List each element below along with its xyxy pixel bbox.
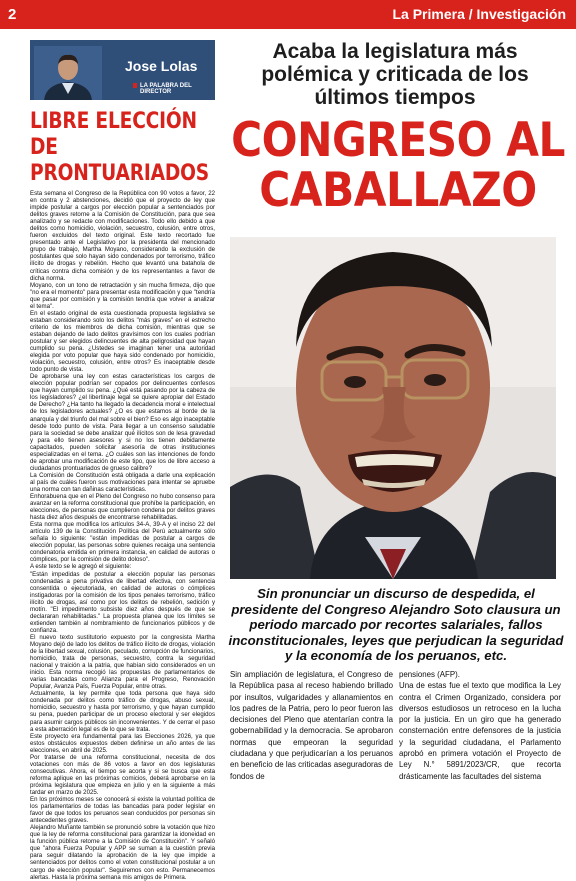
article-paragraph: pensiones (AFP). [399,670,460,679]
column-paragraph: En los próximos meses se conocerá si existe la voluntad política de los parlamentarios de todas las bancadas para poder legislar en favor de que todos los peruanos sean conducidos por personas sin antecedentes graves. [30,796,215,825]
page-number: 2 [8,6,17,23]
column-paragraph: Alejandro Muñante también se pronunció sobre la votación que hizo que la ley de reforma constitucional para garantizar la idoneidad en la función pública retorne a la Comisión de Constitución". Y señaló que "ahora Fuerza Popular y APP se suman a la cuestión previa para seguir dilatando la aprobación de la ley que impide a sentenciados por delitos como el voten constitucional postular a un cargo de elección popular". Seguiremos con esto. Permanecemos alertas. Hasta la próxima semana mis amigos de Primera. [30,824,215,881]
author-name: Jose Lolas [125,58,198,74]
column-body [30,190,215,881]
author-photo [34,46,102,100]
column-paragraph: La Comisión de Constitución está obligada a darle una explicación al país de cuáles fueron sus motivaciones para intentar se apruebe una norma con tan dañinas características. [30,471,215,493]
column-paragraph: Moyano, con un tono de retractación y sin mucha firmeza, dijo que "no era el momento" para presentar esta modificación y que "tendría que pasar por comisión y la comisión tendría que volver a analizar el tema". [30,281,215,310]
portrait-photo [230,237,556,579]
column-paragraph: A este texto se le agregó el siguiente: [30,563,132,571]
article-paragraph: Sin ampliación de legislatura, el Congreso de la República pasa al receso habiendo brillado por insultos, vulgaridades y allanamientos en los padres de la Patria, pero lo peor fueron las decisiones del Pleno que atentarían contra la gobernabilidad y la democracia. Se aprobaron normas que empeoran la seguridad ciudadana y que perjudicarían a los peruanos en beneficio de las criticadas aseguradoras de fondos de [230,670,393,781]
article-photo [230,237,556,579]
column-paragraph: En el estado original de esta cuestionada propuesta legislativa se estaban considerando solo los delitos "más graves" en el estrecho criterio de los miembros de dicha comisión, mientras que se estaban dejando de lado delitos gravísimos con los cuales podrían postular y ser elegidos delincuentes de alta peligrosidad que hayan cumplido su pena. ¿Ustedes se imaginan tener una autoridad elegida por voto popular que haya sido condenado por homicidio, violación, secuestro, colusión, entre otros? Es inaceptable desde todo punto de vista. [30,309,215,374]
author-tag: LA PALABRA DEL DIRECTOR [140,83,192,95]
column-paragraph: Actualmente, la ley permite que toda persona que haya sido condenada por delitos como tráfico de drogas, abuso sexual, homicidio, secuestro y hasta por terrorismo, y que hayan cumplido su pena, pueden participar de un proceso electoral y ser elegidos para asumir cargos públicos sin inconvenientes. Y de cerrar el paso a esta aberración legal es de lo que se trata. [30,690,215,733]
article-column-2 [399,669,561,782]
column-title: LIBRE ELECCIÓN DE PRONTUARIADOS [30,108,209,186]
photo-caption: Sin pronunciar un discurso de despedida, el presidente del Congreso Alejandro Soto clausura un periodo marcado por recortes salariales, fallos inconstitucionales, leyes que perjudican la seguridad y la economía de los peruanos, etc. [228,586,564,663]
page-header-bar [0,0,576,29]
section-title: La Primera / Investigación [392,6,566,22]
column-paragraph: Esta norma que modifica los artículos 34-A, 39-A y el inciso 22 del artículo 139 de la Constitución Política del Perú actualmente sólo señala lo siguiente: "están impedidas de postular a cargos de elección popular, las personas sobre quienes recaiga una sentencia condenatoria emitida en primera instancia, en calidad de autoras o cómplices, por la comisión de delito doloso". [30,521,215,564]
column-paragraph: Este proyecto era fundamental para las Elecciones 2026, ya que estos obstáculos expuestos deben definirse un año antes de las elecciones, en abril de 2025. [30,732,215,754]
article-headline: CONGRESO AL CABALLAZO [231,113,565,218]
column-paragraph: El nuevo texto sustitutorio expuesto por la congresista Martha Moyano dejó de lado los delitos de tráfico ilícito de drogas, violación de la libertad sexual, colusión, peculado, corrupción de funcionarios, homicidio, trata de personas, secuestro, contra la seguridad nacional y traición a la patria, que habían sido considerados en un inicio. Esta norma recogió las propuestas de parlamentarios de varias bancadas como Alianza para el Progreso, Renovación Popular, Avanza País, Fuerza Popular, entre otras. [30,633,215,691]
author-tag-marker [133,83,137,88]
column-paragraph: Enhorabuena que en el Pleno del Congreso no hubo consenso para avanzar en la reforma constitucional que prohíbe la participación, en elecciones, de personas que cumplieron condena por delitos graves hasta diez años después de encontrarse rehabilitadas. [30,493,215,522]
article-paragraph: Una de estas fue el texto que modifica la Ley contra el Crimen Organizado, considera por diversos estudiosos un retroceso en la lucha por la justicia. En un giro que ha generado consternación entre defensores de la justicia y la seguridad ciudadana, el Parlamento aprobó en primera votación el Proyecto de Ley N.° 5891/2023/CR, que recorta drásticamente las facultades del sistema [399,681,561,781]
column-paragraph: Esta semana el Congreso de la República con 90 votos a favor, 22 en contra y 2 abstenciones, decidió que el proyecto de ley que impide postular a cargos por elección popular a sentenciados por delitos graves retorne a la Comisión de Constitución, para que sea analizado y se redacte con modificaciones. Todo ello debido a que delitos como homicidio, violación, secuestro, colusión, entre otros, fueron excluidos del texto original. Este texto recortado fue presentado ante el Legislativo por la presidenta del mencionado grupo de trabajo, Martha Moyano, considerando la exclusión de postulantes que solo hayan sido condenados por terrorismo, tráfico ilícito de drogas y rebelión. Hecho que levantó una batahola de críticas contra dicha comisión y de los representantes a favor de dicha norma. [30,190,215,282]
column-paragraph: Por tratarse de una reforma constitucional, necesita de dos votaciones con más de 86 votos a favor en dos legislaturas consecutivas. Ahora, el tiempo se acorta y si se busca que esta reforma aplique en las próximas comicios, deberá aprobarse en la próxima legislatura que empieza en julio y en la siguiente a más tardar en marzo de 2025. [30,753,215,796]
column-paragraph: De aprobarse una ley con estas características los cargos de elección popular podrían ser copados por delincuentes confesos que hayan cumplido su pena. ¿Qué está pasando por la cabeza de los legisladores? ¿el libertinaje legal se quiere apropiar del Estado de Derecho? ¿Ha tanto ha llegado la decadencia moral e intelectual de los legisladores actuales? ¿O es que estamos al borde de la anarquía y del triunfo del mal sobre el bien? Eso es algo inaceptable desde todo punto de vista. Para llegar a un consenso saludable para la sociedad se debe analizar qué ilícitos son de lesa gravedad y para ello tienen asesores y si no los tienen debidamente capacitados, pueden solicitar asesoría de otras instituciones especializadas en el tema. ¿O cuáles son las intenciones de fondo de aprobar una modificación de este tipo, que los de libre acceso a ciudadanos prontuariados de grueso calibre? [30,373,215,472]
article-column-1 [230,669,393,782]
column-paragraph: "Están impedidas de postular a elección popular las personas condenadas a pena privativa de libertad efectiva, con sentencia consentida o ejecutoriada, en calidad de autoras o cómplices instigadoras por la comisión de los tipos penales terrorismo, tráfico ilícito de drogas, así como por los delitos de rebelión, sedición y motín. "El impedimento subsiste diez años después de que se declararan rehabilitadas." La propuesta planea que los límites se extienden también al nombramiento de funcionarios públicos y de confianza. [30,570,215,634]
author-box [30,40,215,100]
article-kicker: Acaba la legislatura más polémica y criticada de los últimos tiempos [261,40,529,109]
opinion-column [30,40,215,881]
